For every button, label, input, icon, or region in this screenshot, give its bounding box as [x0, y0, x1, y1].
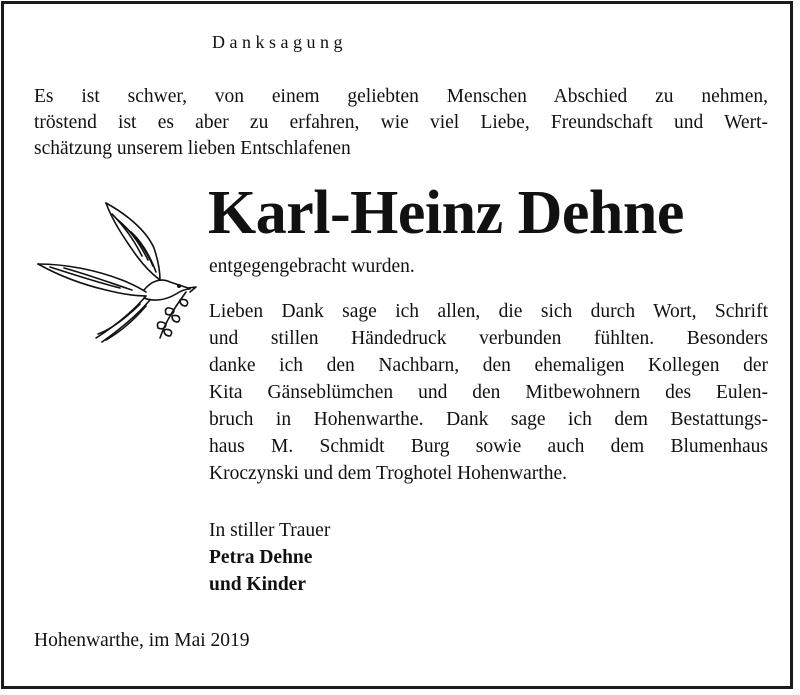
- signer-family: und Kinder: [209, 574, 306, 595]
- thanks-line: haus M. Schmidt Burg sowie auch dem Blumenhaus: [209, 436, 768, 457]
- deceased-name: Karl-Heinz Dehne: [208, 179, 684, 247]
- dove-with-olive-branch-icon: [36, 200, 202, 345]
- thanks-line: danke ich den Nachbarn, den ehemaligen Kollegen der: [209, 355, 768, 376]
- thanks-line: bruch in Hohenwarthe. Dank sage ich dem Bestattungs-: [209, 409, 768, 430]
- intro-continuation: entgegengebracht wurden.: [209, 256, 415, 277]
- thanks-line: und stillen Händedruck verbunden fühlten. Besonders: [209, 328, 768, 349]
- place-and-date: Hohenwarthe, im Mai 2019: [34, 630, 250, 651]
- thanks-line: Kroczynski und dem Troghotel Hohenwarthe.: [209, 463, 567, 484]
- notice-heading: Danksagung: [212, 32, 347, 52]
- thanks-line: Kita Gänseblümchen und den Mitbewohnern des Eulen-: [209, 382, 768, 403]
- signer-name: Petra Dehne: [209, 547, 313, 568]
- intro-line: tröstend ist es aber zu erfahren, wie viel Liebe, Freundschaft und Wert-: [34, 112, 768, 133]
- thanks-paragraph: [209, 298, 768, 487]
- intro-paragraph: [34, 84, 768, 162]
- thanks-line: Lieben Dank sage ich allen, die sich durch Wort, Schrift: [209, 301, 768, 322]
- intro-line: schätzung unserem lieben Entschlafenen: [34, 138, 351, 159]
- mourning-line: In stiller Trauer: [209, 520, 331, 541]
- intro-line: Es ist schwer, von einem geliebten Menschen Abschied zu nehmen,: [34, 86, 768, 107]
